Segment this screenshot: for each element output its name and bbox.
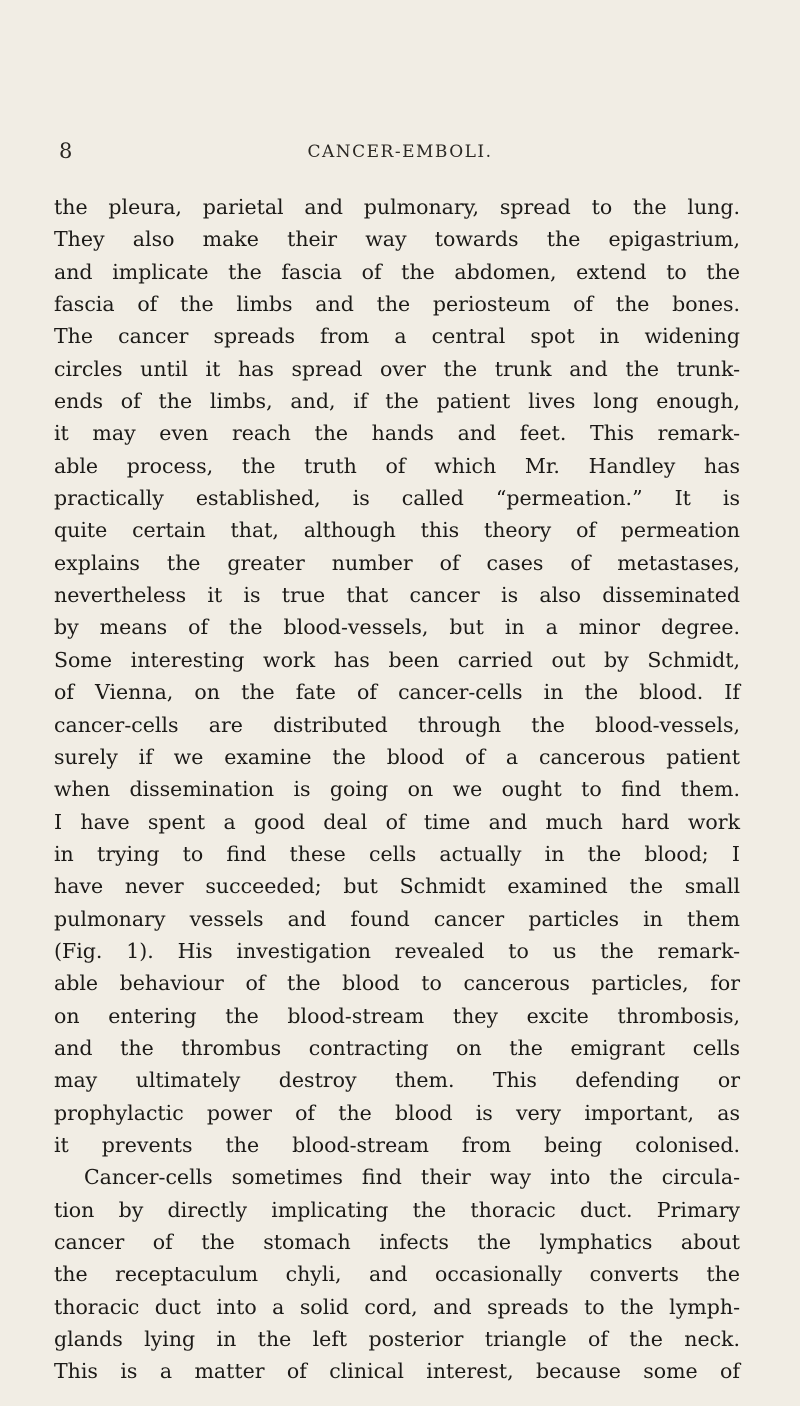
- text-line: glands lying in the left posterior triangle of the neck.: [54, 1327, 740, 1352]
- text-line: cancer of the stomach infects the lymphatics about: [54, 1230, 740, 1254]
- text-line: (Fig. 1). His investigation revealed to us the remark-: [54, 938, 740, 963]
- page-number: 8: [59, 139, 73, 163]
- text-line: and implicate the fascia of the abdomen, extend to the: [54, 259, 740, 284]
- text-line: may ultimately destroy them. This defending or: [54, 1068, 740, 1093]
- text-line: pulmonary vessels and found cancer particles in them: [54, 906, 740, 931]
- text-line: by means of the blood-vessels, but in a minor degree.: [54, 615, 740, 640]
- text-line: The cancer spreads from a central spot in widening: [54, 324, 740, 349]
- text-line: on entering the blood-stream they excite thrombosis,: [54, 1003, 740, 1028]
- text-line: They also make their way towards the epigastrium,: [54, 227, 740, 252]
- text-line: and the thrombus contracting on the emigrant cells: [54, 1035, 740, 1060]
- text-line: it may even reach the hands and feet. This remark-: [54, 421, 740, 446]
- text-line: This is a matter of clinical interest, because some of: [54, 1359, 740, 1384]
- text-line: circles until it has spread over the trunk and the trunk-: [54, 356, 740, 381]
- body-text: [54, 191, 740, 1388]
- text-line: surely if we examine the blood of a cancerous patient: [54, 744, 740, 769]
- text-line: fascia of the limbs and the periosteum of the bones.: [54, 292, 740, 317]
- text-line: ends of the limbs, and, if the patient lives long enough,: [54, 389, 740, 414]
- text-line: cancer-cells are distributed through the blood-vessels,: [54, 712, 740, 737]
- text-line: it prevents the blood-stream from being colonised.: [54, 1132, 740, 1157]
- text-line: in trying to find these cells actually in the blood; I: [54, 841, 740, 866]
- text-line: practically established, is called “permeation.” It is: [54, 486, 740, 511]
- text-line: nevertheless it is true that cancer is also disseminated: [54, 583, 740, 608]
- text-line: I have spent a good deal of time and much hard work: [54, 809, 740, 834]
- text-line: able behaviour of the blood to cancerous particles, for: [54, 971, 740, 996]
- text-line: explains the greater number of cases of metastases,: [54, 550, 740, 575]
- text-line: the pleura, parietal and pulmonary, spread to the lung.: [54, 195, 740, 219]
- paragraph-first-line: Cancer-cells sometimes find their way into the circula-: [84, 1165, 740, 1190]
- text-line: tion by directly implicating the thoracic duct. Primary: [54, 1197, 740, 1222]
- text-line: prophylactic power of the blood is very important, as: [54, 1100, 740, 1125]
- text-line: have never succeeded; but Schmidt examined the small: [54, 874, 740, 899]
- text-line: quite certain that, although this theory of permeation: [54, 518, 740, 543]
- text-line: the receptaculum chyli, and occasionally converts the: [54, 1262, 740, 1287]
- running-title: CANCER-EMBOLI.: [307, 142, 493, 162]
- text-line: when dissemination is going on we ought to find them.: [54, 777, 740, 802]
- text-line: able process, the truth of which Mr. Handley has: [54, 453, 740, 478]
- text-line: thoracic duct into a solid cord, and spreads to the lymph-: [54, 1294, 740, 1319]
- text-line: of Vienna, on the fate of cancer-cells in the blood. If: [54, 680, 740, 705]
- text-line: Some interesting work has been carried out by Schmidt,: [54, 647, 740, 672]
